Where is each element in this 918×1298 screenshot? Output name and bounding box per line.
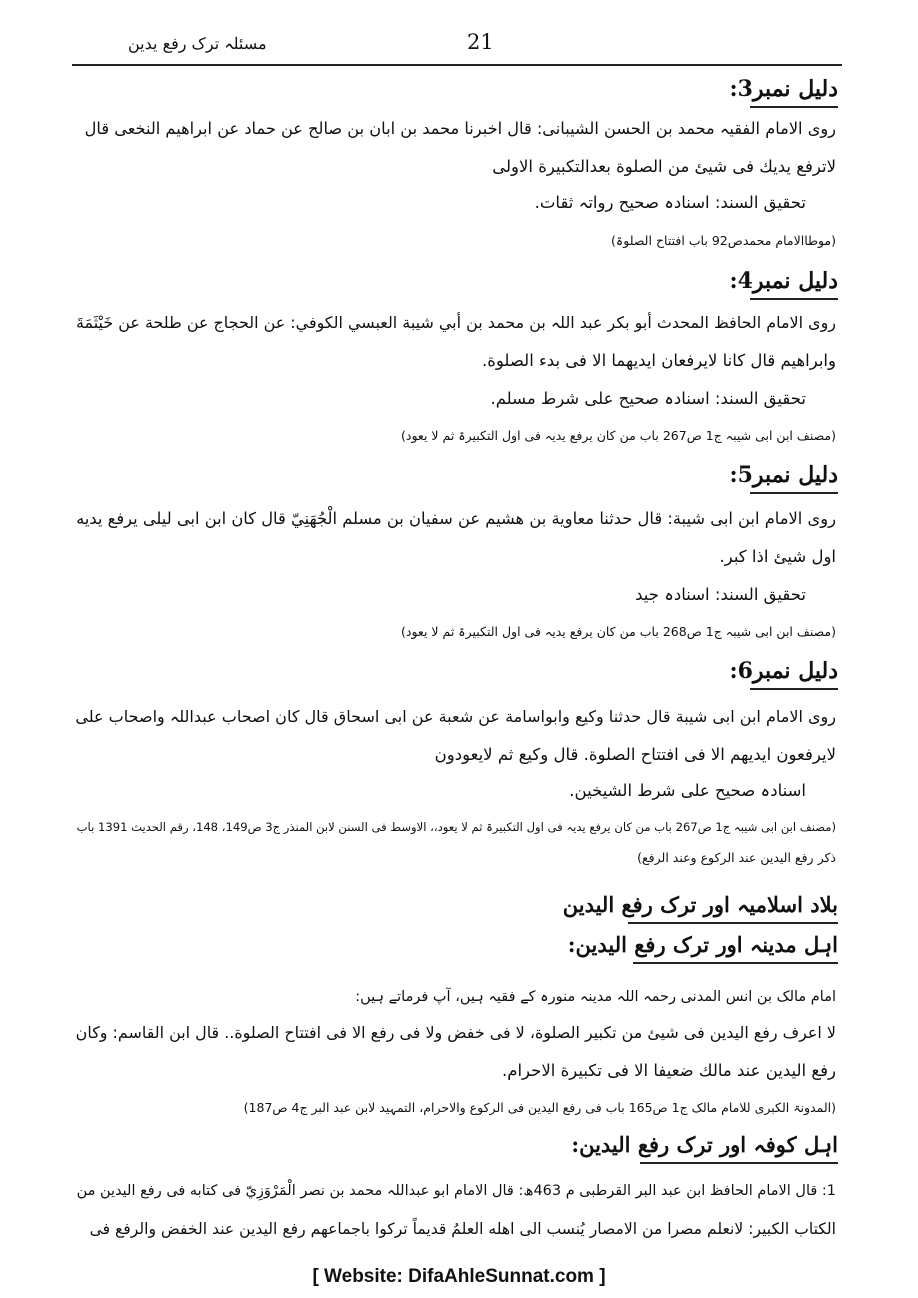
dalil-4-line-3: تحقیق السند: اسنادہ صحیح علی شرط مسلم. xyxy=(490,389,806,408)
dalil-3-line-1: روی الامام الفقیہ محمد بن الحسن الشیبانی: قال اخبرنا محمد بن ابان بن صالح عن حماد عن ابراھیم النخعی قال xyxy=(84,119,836,138)
dalil-5-heading: دلیل نمبر5: xyxy=(729,462,838,488)
dalil-6-heading: دلیل نمبر6: xyxy=(729,658,838,684)
section-madina-underline xyxy=(633,962,838,964)
madina-line-2: رفع الیدین عند مالك ضعیفا الا فی تکبیرة الاحرام. xyxy=(502,1061,836,1080)
section-bilad-underline xyxy=(628,922,838,924)
dalil-6-line-3: اسنادہ صحیح علی شرط الشیخین. xyxy=(569,781,806,800)
section-kufa-underline xyxy=(640,1162,838,1164)
dalil-6-line-2: لایرفعون ایدیھم الا فی افتتاح الصلوة. قال وکیع ثم لایعودون xyxy=(434,745,836,764)
website-footer: [ Website: DifaAhleSunnat.com ] xyxy=(312,1266,606,1287)
section-bilad-title: بلاد اسلامیہ اور ترک رفع الیدین xyxy=(562,892,838,917)
madina-reference: (المدونۃ الکبری للامام مالک ج1 ص165 باب فی رفع الیدین فی الرکوع والاحرام، التمہید لابن عبد البر ج4 ص187) xyxy=(243,1100,836,1115)
dalil-4-underline xyxy=(750,298,838,300)
madina-intro: امام مالک بن انس المدنی رحمہ اللہ مدینہ منورہ کے فقیہ ہیں، آپ فرماتے ہیں: xyxy=(355,989,836,1005)
dalil-5-line-2: اول شیئ اذا کبر. xyxy=(719,547,836,566)
page-number: 21 xyxy=(467,30,494,54)
section-kufa-title: اہل کوفہ اور ترک رفع الیدین: xyxy=(571,1132,838,1157)
dalil-4-line-1: روی الامام الحافظ المحدث أبو بکر عبد اللہ بن محمد بن أبي شیبة العبسي الکوفي: عن الحجاج عن طلحة عن خَیْثَمَةَ xyxy=(75,313,836,332)
header-rule xyxy=(72,64,842,66)
header-title: مسئلہ ترک رفع یدین xyxy=(128,34,267,53)
dalil-6-line-1: روی الامام ابن ابی شیبة قال حدثنا وکیع وابواسامة عن شعبة عن ابی اسحاق قال کان اصحاب عبداللہ واصحاب علی xyxy=(75,707,836,726)
dalil-3-reference: (موطاالامام محمدص92 باب افتتاح الصلوۃ) xyxy=(611,233,836,248)
dalil-6-underline xyxy=(750,688,838,690)
dalil-4-reference: (مصنف ابن ابی شیبہ ج1 ص267 باب من کان یرفع یدیہ فی اول التکبیرۃ ثم لا یعود) xyxy=(401,428,836,443)
kufa-line-1: 1: قال الامام الحافظ ابن عبد البر القرطبی م 463ھ: قال الامام ابو عبداللہ محمد بن نصر الْمَرْوَزِيّ فی کتابه فی رفع الیدین من xyxy=(76,1183,836,1199)
dalil-5-reference: (مصنف ابن ابی شیبہ ج1 ص268 باب من کان یرفع یدیہ فی اول التکبیرۃ ثم لا یعود) xyxy=(401,624,836,639)
dalil-3-heading: دلیل نمبر3: xyxy=(729,76,838,102)
dalil-4-line-2: وابراھیم قال کانا لایرفعان ایدیھما الا فی بدء الصلوة. xyxy=(481,351,836,370)
dalil-5-line-3: تحقیق السند: اسنادہ جید xyxy=(635,585,806,604)
kufa-line-2: الکتاب الکبیر: لانعلم مصرا من الامصار یُنسب الی اھله العلمُ قدیماً ترکوا باجماعھم رفع الیدین عند الخفض والرفع فی xyxy=(89,1220,836,1238)
dalil-6-reference-line-2: ذکر رفع الیدین عند الرکوع وعند الرفع) xyxy=(637,850,836,865)
dalil-4-heading: دلیل نمبر4: xyxy=(729,268,838,294)
dalil-3-underline xyxy=(750,106,838,108)
dalil-5-underline xyxy=(750,492,838,494)
dalil-6-reference-line-1: (مصنف ابن ابی شیبہ ج1 ص267 باب من کان یرفع یدیہ فی اول التکبیرۃ ثم لا یعود،، الاوسط فی السنن لابن المنذر ج3 ص149، 148، رقم الحدیث 1391 باب xyxy=(76,820,836,834)
dalil-3-line-2: لاترفع یدیك فی شیئ من الصلوة بعدالتکبیرة الاولی xyxy=(492,157,836,176)
dalil-5-line-1: روی الامام ابن ابی شیبة: قال حدثنا معاویة بن ھشیم عن سفیان بن مسلم الْجُھَنِيّ قال کان ابن ابی لیلی یرفع یدیه xyxy=(76,509,836,528)
section-madina-title: اہل مدینہ اور ترک رفع الیدین: xyxy=(567,932,838,957)
dalil-3-line-3: تحقیق السند: اسنادہ صحیح رواتہ ثقات. xyxy=(534,193,806,212)
madina-line-1: لا اعرف رفع الیدین فی شیئ من تکبیر الصلوة، لا فی خفض ولا فی رفع الا فی افتتاح الصلوة.. قال ابن القاسم: وکان xyxy=(75,1023,836,1042)
